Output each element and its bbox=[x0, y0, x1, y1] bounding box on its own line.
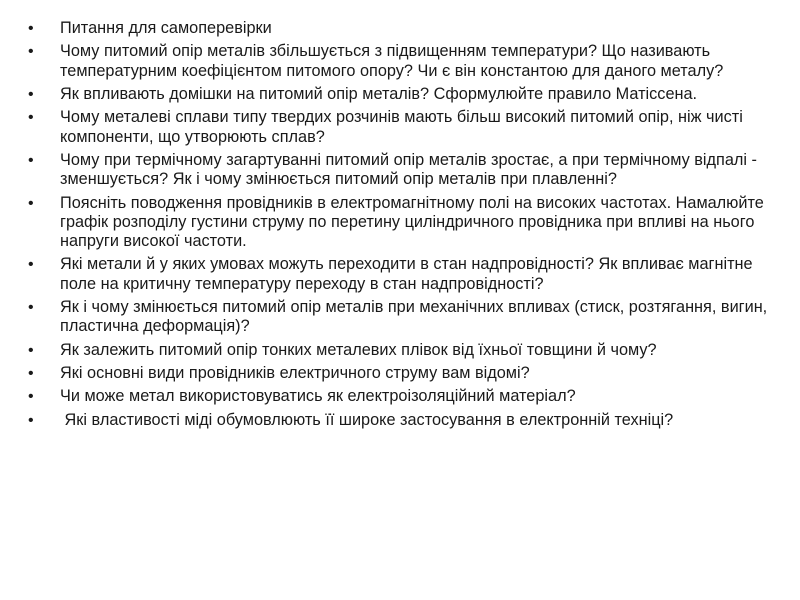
bullet-icon: • bbox=[28, 256, 34, 274]
question-list bbox=[28, 19, 773, 434]
bullet-icon: • bbox=[28, 43, 34, 61]
list-item bbox=[28, 151, 773, 189]
list-item-text: Які властивості міді обумовлюють її широке застосування в електронній техніці? bbox=[60, 410, 674, 429]
list-item-text: Як і чому змінюється питомий опір металів при механічних впливах (стиск, розтягання, вигин, пластична деформація)? bbox=[60, 297, 772, 336]
bullet-icon: • bbox=[28, 364, 34, 382]
bullet-icon: • bbox=[28, 341, 34, 359]
list-item bbox=[28, 387, 773, 406]
bullet-icon: • bbox=[28, 109, 34, 127]
bullet-icon: • bbox=[28, 151, 34, 169]
list-item-text: Питання для самоперевірки bbox=[60, 19, 272, 37]
list-item bbox=[28, 85, 773, 104]
list-item-text: Як залежить питомий опір тонких металевих плівок від їхньої товщини й чому? bbox=[60, 340, 657, 359]
list-item-text: Чому при термічному загартуванні питомий опір металів зростає, а при термічному відпалі - зменшується? Як і чому змінюється питомий опір металів при плавленні? bbox=[60, 150, 762, 189]
list-item bbox=[28, 411, 773, 430]
list-item-text: Які основні види провідників електричного струму вам відомі? bbox=[60, 363, 530, 382]
bullet-icon: • bbox=[28, 388, 34, 406]
bullet-icon: • bbox=[28, 194, 34, 212]
list-item bbox=[28, 364, 773, 383]
list-item-title bbox=[28, 19, 773, 38]
list-item-text: Чому металеві сплави типу твердих розчинів мають більш високий питомий опір, ніж чисті компоненти, що утворюють сплав? bbox=[60, 108, 748, 146]
bullet-icon: • bbox=[28, 298, 34, 316]
list-item-text: Поясніть поводження провідників в електромагнітному полі на високих частотах. Намалюйте графік розподілу густини струму по перетину циліндричного провідника при впливі на нього напруги високої частоти. bbox=[60, 193, 769, 250]
list-item bbox=[28, 298, 773, 336]
bullet-icon: • bbox=[28, 20, 34, 37]
list-item bbox=[28, 255, 773, 293]
list-item bbox=[28, 108, 773, 146]
bullet-icon: • bbox=[28, 85, 34, 103]
list-item-text: Які метали й у яких умовах можуть переходити в стан надпровідності? Як впливає магнітне поле на критичну температуру переходу в стан надпровідності? bbox=[60, 255, 758, 293]
list-item-text: Чому питомий опір металів збільшується з підвищенням температури? Що називають температурним коефіцієнтом питомого опору? Чи є він константою для даного металу? bbox=[60, 42, 724, 80]
list-item-text: Як впливають домішки на питомий опір металів? Сформулюйте правило Матіссена. bbox=[60, 84, 698, 103]
list-item bbox=[28, 42, 773, 80]
list-item bbox=[28, 341, 773, 360]
list-item-text: Чи може метал використовуватись як електроізоляційний матеріал? bbox=[60, 387, 576, 406]
bullet-icon: • bbox=[28, 411, 34, 429]
list-item bbox=[28, 194, 773, 252]
